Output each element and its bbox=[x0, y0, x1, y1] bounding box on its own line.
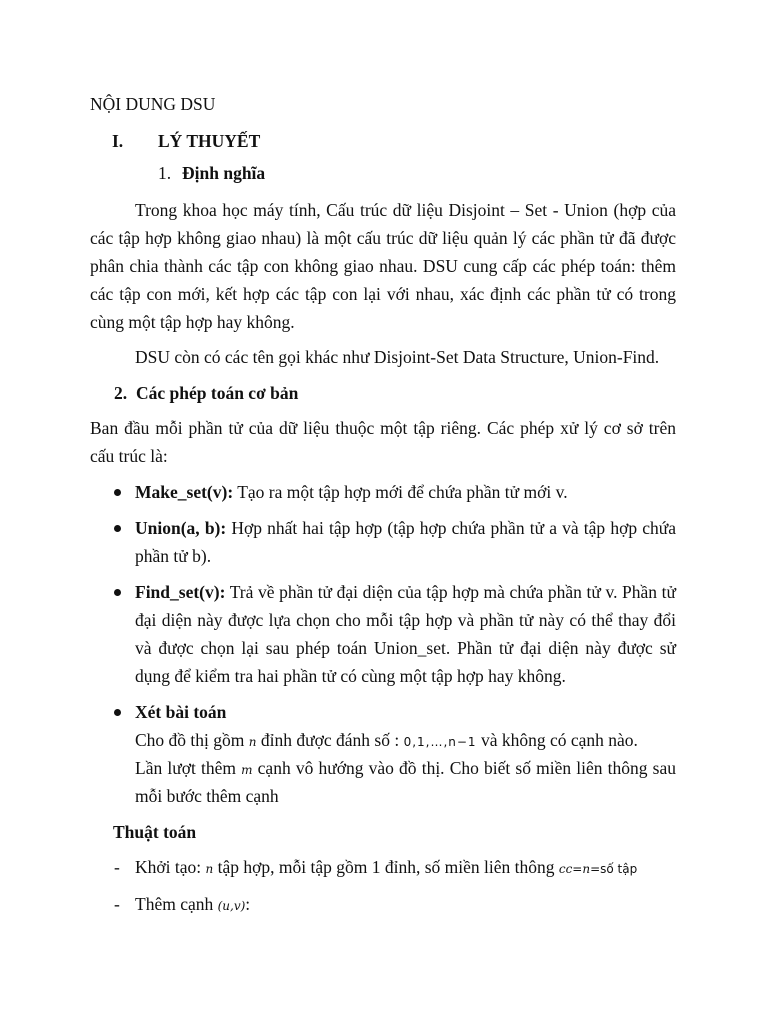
paragraph-line: Trong khoa học máy tính, Cấu trúc dữ liệu Disjoint – Set - Union (hợp của bbox=[135, 200, 676, 220]
bullet-dot bbox=[114, 589, 121, 596]
list-dash: - bbox=[114, 894, 120, 914]
algo-text: Thêm cạnh bbox=[135, 894, 218, 914]
paragraph-line: phân chia thành các tập con không giao nhau. DSU cung cấp các phép toán: thêm bbox=[90, 256, 676, 276]
math-n: n bbox=[205, 862, 214, 876]
algo-step-init bbox=[135, 857, 637, 878]
bullet-term: Find_set(v): bbox=[135, 582, 226, 602]
algo-text: Khởi tạo: bbox=[135, 857, 206, 877]
problem-text: cạnh vô hướng vào đồ thị. Cho biết số miền liên thông sau bbox=[252, 758, 676, 778]
paragraph-alt-names: DSU còn có các tên gọi khác như Disjoint-Set Data Structure, Union-Find. bbox=[135, 347, 660, 367]
bullet-dot bbox=[114, 489, 121, 496]
math-text-so-tap: số tập bbox=[600, 862, 638, 876]
bullet-term: Union(a, b): bbox=[135, 518, 227, 538]
bullet-text: đại diện này được lựa chọn cho mỗi tập hợp và phần tử này có thể thay đổi bbox=[135, 610, 676, 630]
bullet-text: Tạo ra một tập hợp mới để chứa phần tử mới v. bbox=[233, 482, 568, 502]
math-edge-uv: (u,v) bbox=[217, 899, 246, 913]
paragraph-line: các tập con mới, kết hợp các tập con lại với nhau, xác định các phần tử có trong bbox=[90, 284, 676, 304]
problem-line-1 bbox=[135, 730, 638, 751]
algorithm-heading: Thuật toán bbox=[113, 822, 197, 842]
problem-text: đỉnh được đánh số : bbox=[256, 730, 404, 750]
bullet-find-set bbox=[135, 582, 676, 603]
section-numeral: I. bbox=[112, 131, 124, 151]
bullet-union bbox=[135, 518, 676, 539]
bullet-text: Hợp nhất hai tập hợp (tập hợp chứa phần tử a và tập hợp chứa bbox=[226, 518, 676, 538]
subsection-number: 1. bbox=[158, 163, 172, 183]
math-m: m bbox=[241, 763, 253, 777]
bullet-text: Trả về phần tử đại diện của tập hợp mà chứa phần tử v. Phần tử bbox=[225, 582, 676, 602]
bullet-text: phần tử b). bbox=[135, 546, 212, 566]
algo-text: tập hợp, mỗi tập gồm 1 đỉnh, số miền liên thông bbox=[213, 857, 559, 877]
algo-step-add-edge bbox=[135, 894, 250, 915]
algo-text: : bbox=[245, 894, 251, 914]
subsection-heading: Các phép toán cơ bản bbox=[136, 383, 299, 403]
bullet-dot bbox=[114, 709, 121, 716]
bullet-dot bbox=[114, 525, 121, 532]
bullet-term: Make_set(v): bbox=[135, 482, 234, 502]
subsection-heading: Định nghĩa bbox=[182, 163, 266, 183]
paragraph-line: các tập hợp không giao nhau) là một cấu trúc dữ liệu quản lý các phần tử đã được bbox=[90, 228, 676, 248]
paragraph-line: cấu trúc là: bbox=[90, 446, 168, 466]
problem-line-3: mỗi bước thêm cạnh bbox=[135, 786, 279, 806]
paragraph-line: Ban đầu mỗi phần tử của dữ liệu thuộc một tập riêng. Các phép xử lý cơ sở trên bbox=[90, 418, 676, 438]
subsection-number: 2. bbox=[114, 383, 128, 403]
bullet-text: và được chọn lại sau phép toán Union_set. Phần tử đại diện này được sử bbox=[135, 638, 676, 658]
doc-title: NỘI DUNG DSU bbox=[90, 94, 216, 114]
problem-text: Cho đồ thị gồm bbox=[135, 730, 249, 750]
list-dash: - bbox=[114, 857, 120, 877]
bullet-problem-term: Xét bài toán bbox=[135, 702, 227, 722]
problem-text: và không có cạnh nào. bbox=[476, 730, 638, 750]
problem-line-2 bbox=[135, 758, 676, 779]
paragraph-line: cùng một tập hợp hay không. bbox=[90, 312, 295, 332]
problem-text: Lần lượt thêm bbox=[135, 758, 242, 778]
section-heading: LÝ THUYẾT bbox=[158, 131, 261, 151]
math-n: n bbox=[248, 735, 257, 749]
bullet-make-set bbox=[135, 482, 568, 503]
math-vertex-range: 0,1,…,n−1 bbox=[403, 735, 477, 749]
bullet-text: dụng để kiểm tra hai phần tử có cùng một tập hợp hay không. bbox=[135, 666, 566, 686]
math-cc-formula: cc=n= bbox=[558, 862, 601, 876]
